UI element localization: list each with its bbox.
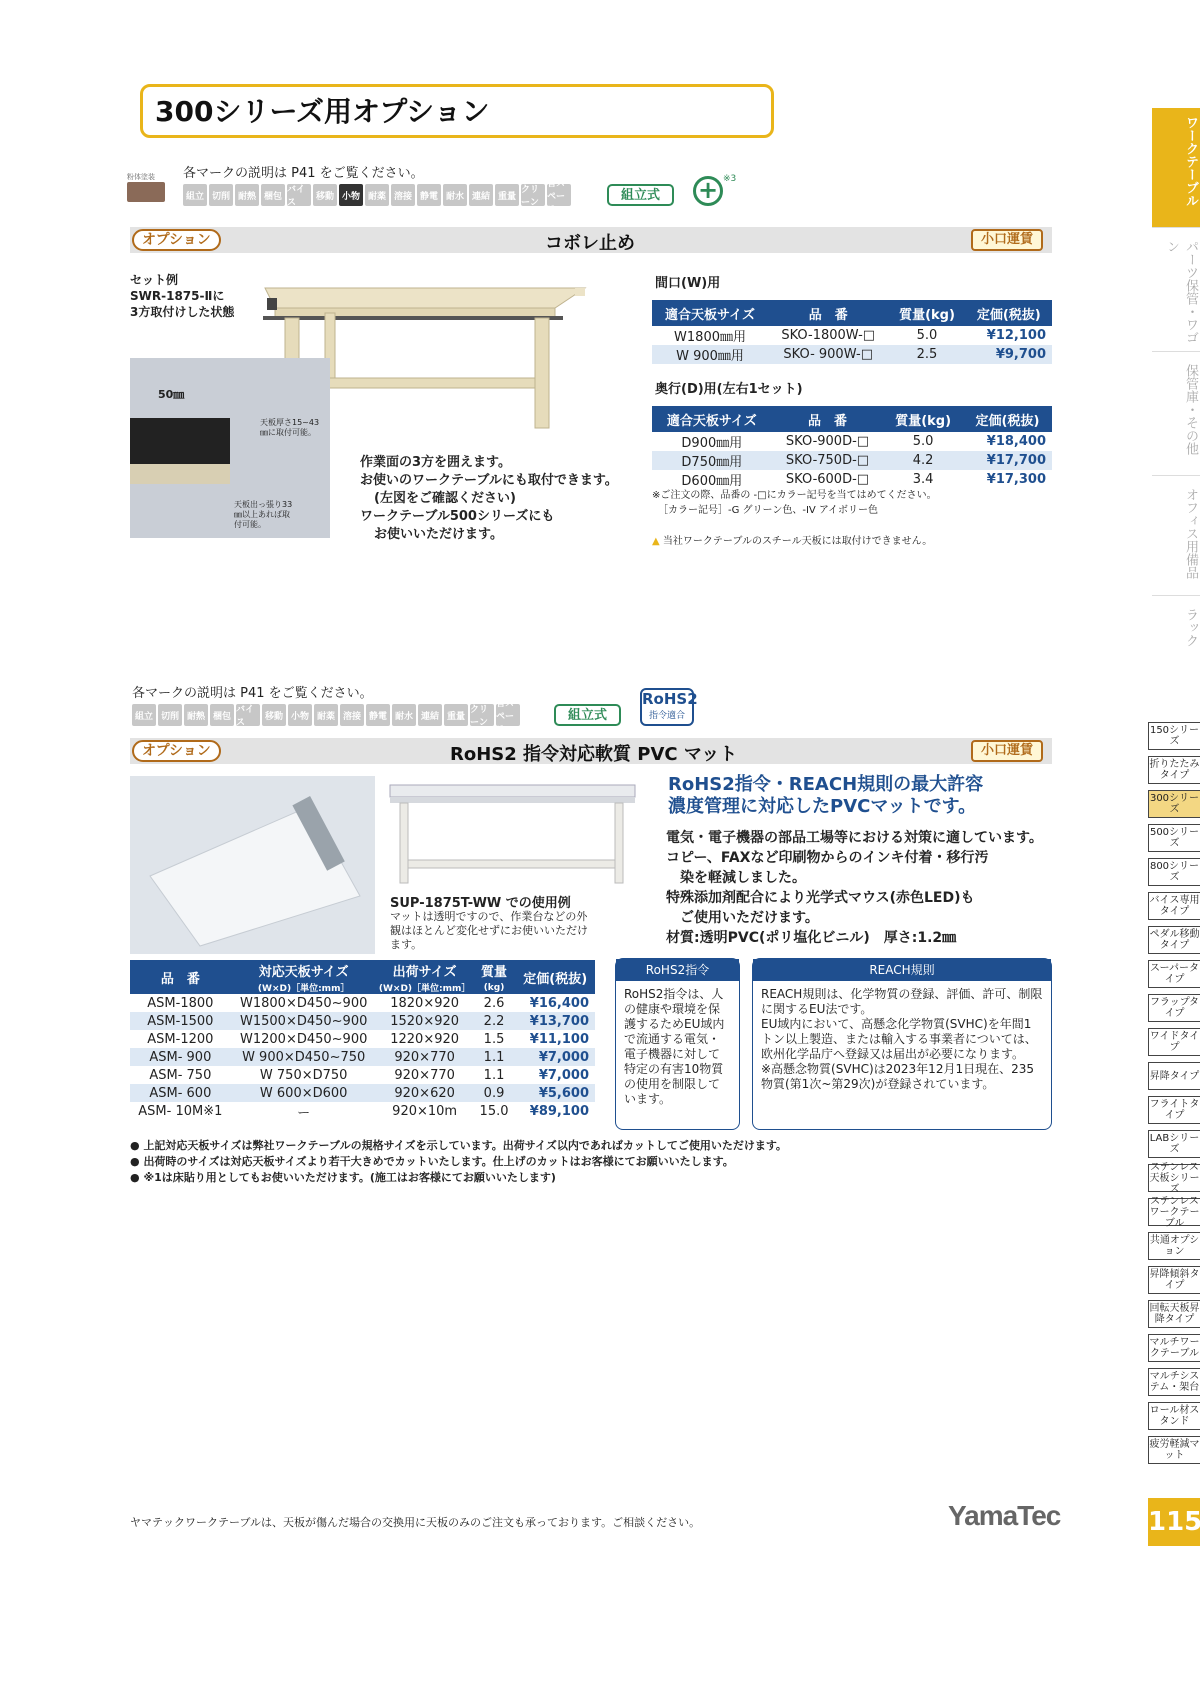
side-tab-office[interactable]: オフィス用備品 [1152, 480, 1200, 596]
section-title-2: RoHS2 指令対応軟質 PVC マット [450, 744, 738, 765]
table-cell: W 600×D600 [231, 1084, 377, 1102]
feature-mark: バイス [236, 704, 260, 726]
mini-tab[interactable]: 150シリーズ [1148, 722, 1200, 750]
sec1-bullet: お使いいただけます。 [374, 527, 503, 542]
d-heading: 奥行(D)用(左右1セット) [655, 382, 803, 397]
table-row [130, 1048, 595, 1066]
mini-tabs [1148, 722, 1200, 1464]
feature-mark: 小物 [288, 704, 312, 726]
col-size: 適合天板サイズ [652, 406, 772, 432]
table-cell: ASM- 600 [130, 1084, 231, 1102]
table-cell: 1520×920 [377, 1012, 473, 1030]
table-cell: ¥9,700 [966, 345, 1052, 364]
mini-tab[interactable]: ステンレス天板シリーズ [1149, 1161, 1200, 1195]
col-mass: 質量 [473, 960, 516, 981]
feature-mark: バイス [287, 184, 311, 206]
marks-row-1 [183, 178, 571, 215]
footnotes [130, 1138, 1052, 1186]
set-model: SWR-1875-Ⅱに [130, 289, 225, 303]
table-cell: ¥12,100 [986, 328, 1046, 343]
col-ship-size-unit: (W×D)［単位:mm］ [377, 981, 473, 994]
table-cell: W 750×D750 [259, 1067, 348, 1083]
rohs-info-box [615, 958, 740, 1130]
feature-mark: 溶接 [340, 704, 364, 726]
mini-tab[interactable]: 回転天板昇降タイプ [1148, 1300, 1200, 1328]
reach-info-text-3: ※高懸念物質(SVHC)は2023年12月1日現在、235物質(第1次~第29次)が登録されています。 [761, 1062, 1034, 1091]
sec2-bullets [666, 828, 1052, 948]
feature-mark: 静電 [366, 704, 390, 726]
mini-tab[interactable]: バイス専用タイプ [1148, 892, 1200, 920]
feature-mark: 耐薬 [365, 184, 389, 206]
mini-tab[interactable]: 800シリーズ [1148, 858, 1200, 886]
brand-logo: YamaTec [948, 1500, 1061, 1531]
feature-mark: クリーン [521, 184, 545, 206]
feature-mark: 連結 [469, 184, 493, 206]
detail-photo [130, 358, 330, 538]
table-cell: 1.1 [483, 1067, 505, 1083]
reach-info-text-1: REACH規則は、化学物質の登録、評価、許可、制限に関するEU法です。 [761, 987, 1043, 1016]
footnote: ● ※1は床貼り用としてもお使いいただけます。(施工はお客様にてお願いいたします) [130, 1171, 556, 1184]
feature-mark: 梱包 [261, 184, 285, 206]
mat-roll-illustration [130, 776, 375, 954]
table-cell: 920×10m [392, 1104, 458, 1119]
table-cell: ¥18,400 [986, 434, 1046, 449]
side-tab-parts[interactable]: パーツ保管・ワゴン [1152, 232, 1200, 352]
table-cell: SKO-900D-□ [785, 434, 870, 449]
option-label-2: オプション [132, 740, 221, 762]
table-cell: SKO-750D-□ [772, 451, 884, 470]
warning-text: 当社ワークテーブルのスチール天板には取付けできません。 [662, 536, 933, 547]
rohs-info-title: RoHS2指令 [616, 959, 739, 981]
color-note: ［カラー記号］-G グリーン色、-IV アイボリー色 [658, 505, 879, 516]
usage-table-illustration [385, 780, 640, 888]
table-cell: ASM-1200 [147, 1031, 214, 1047]
w-table [652, 300, 1052, 364]
table-cell: ¥7,000 [538, 1067, 589, 1083]
order-note: ※ご注文の際、品番の -□にカラー記号を当てはめてください。 [652, 490, 937, 501]
sec1-bullet: (左図をご確認ください) [374, 491, 516, 506]
feature-mark: 耐水 [392, 704, 416, 726]
feature-mark: 切削 [158, 704, 182, 726]
table-row [130, 1084, 595, 1102]
table-row [652, 451, 1052, 470]
feature-mark: 耐熱 [235, 184, 259, 206]
footnote: ● 上記対応天板サイズは弊社ワークテーブルの規格サイズを示しています。出荷サイズ以内であればカットしてご使用いただけます。 [130, 1139, 787, 1152]
warning-note [652, 532, 932, 547]
sec2-bullet: 特殊添加剤配合により光学式マウス(赤色LED)も [666, 890, 975, 906]
set-example-label: セット例 [130, 273, 179, 287]
table-row [652, 432, 1052, 451]
assembly-badge-2: 組立式 [554, 704, 621, 726]
table-cell: ¥17,700 [963, 451, 1052, 470]
headline-1: RoHS2指令・REACH規則の最大許容 [668, 774, 984, 795]
mini-tab[interactable]: 折りたたみタイプ [1148, 756, 1200, 784]
feature-mark: 組立 [132, 704, 156, 726]
small-ship-2: 小口運賃 [971, 740, 1043, 762]
side-tab-rack[interactable]: ラック [1183, 608, 1198, 647]
table-cell: ¥13,700 [515, 1012, 595, 1030]
table-cell: ASM-1500 [130, 1012, 231, 1030]
table-cell: 920×770 [377, 1048, 473, 1066]
mini-tab[interactable]: 300シリーズ [1148, 790, 1200, 818]
feature-mark: 溶接 [391, 184, 415, 206]
side-tab-storage[interactable]: 保管庫・その他 [1152, 356, 1200, 476]
col-part: 品 番 [772, 406, 884, 432]
mini-tab[interactable]: フライトタイプ [1148, 1096, 1200, 1124]
feature-mark: 耐水 [443, 184, 467, 206]
reach-info-body [753, 981, 1051, 1098]
feature-mark: 耐熱 [184, 704, 208, 726]
sec2-bullet: 染を軽減しました。 [680, 870, 806, 886]
feature-mark: クリーン [470, 704, 494, 726]
mini-tab[interactable]: 疲労軽減マット [1148, 1436, 1200, 1464]
feature-mark: 耐薬 [314, 704, 338, 726]
sec2-bullet: コピー、FAXなど印刷物からのインキ付着・移行汚 [666, 850, 989, 866]
w-heading: 間口(W)用 [655, 276, 721, 291]
rohs-badge [640, 688, 698, 726]
table-cell: ¥7,000 [515, 1048, 595, 1066]
table-row [652, 345, 1052, 364]
sec2-bullet: 電気・電子機器の部品工場等における対策に適しています。 [666, 830, 1043, 846]
col-price: 定価(税抜) [966, 300, 1052, 326]
table-cell: ASM- 900 [130, 1048, 231, 1066]
feature-mark: 重量 [495, 184, 519, 206]
col-top-size-unit: (W×D)［単位:mm］ [231, 981, 377, 994]
feature-mark: 重量 [444, 704, 468, 726]
mat-photo [130, 776, 375, 954]
table-row [130, 1012, 595, 1030]
usage-title: SUP-1875T-WW での使用例 [390, 896, 571, 911]
mini-tab[interactable]: ロール材スタンド [1148, 1402, 1200, 1430]
mat-table [130, 960, 595, 1121]
table-cell: 3.4 [912, 472, 934, 487]
side-tab-worktable[interactable]: ワークテーブル [1152, 108, 1200, 228]
mini-tab[interactable]: 500シリーズ [1148, 824, 1200, 852]
footer-note: ヤマテックワークテーブルは、天板が傷んだ場合の交換用に天板のみのご注文も承っております。ご相談ください。 [130, 1516, 701, 1529]
thickness-note: 天板厚さ15~43㎜に取付可能。 [260, 418, 320, 437]
table-cell: SKO-600D-□ [785, 472, 870, 487]
table-cell: 2.5 [888, 345, 965, 364]
feature-mark: 小物 [339, 184, 363, 206]
mini-tab[interactable]: 共通オプション [1148, 1232, 1200, 1260]
mini-tab[interactable]: フラップタイプ [1148, 994, 1200, 1022]
col-part: 品 番 [130, 960, 231, 994]
table-cell: W1800㎜用 [674, 330, 746, 345]
mini-tab[interactable]: スーパータイプ [1148, 960, 1200, 988]
table-cell: 0.9 [473, 1084, 516, 1102]
table-cell: W 900×D450~750 [231, 1048, 377, 1066]
assembly-badge: 組立式 [607, 184, 674, 206]
table-cell: 5.0 [912, 434, 934, 449]
table-cell: D750㎜用 [652, 451, 772, 470]
rohs-badge-text: RoHS2 [642, 690, 698, 708]
table-cell: 920×620 [377, 1084, 473, 1102]
col-top-size: 対応天板サイズ [231, 960, 377, 981]
mark-note-2: 各マークの説明は P41 をご覧ください。 [132, 686, 373, 701]
table-cell: SKO-1800W-□ [781, 328, 876, 343]
mini-tab[interactable]: マルチシステム・架台 [1148, 1368, 1200, 1396]
table-cell: W1500×D450~900 [231, 1012, 377, 1030]
page-number: 115 [1148, 1498, 1200, 1546]
overhang-note: 天板出っ張り33㎜以上あれば取付可能。 [234, 500, 293, 529]
marks-row-2 [132, 698, 520, 735]
reach-info-text-2: EU域内において、高懸念化学物質(SVHC)を年間1トン以上製造、または輸入する事業者については、欧州化学品庁へ登録又は届出が必要になります。 [761, 1017, 1037, 1061]
feature-mark: 移動 [262, 704, 286, 726]
footnote: ● 出荷時のサイズは対応天板サイズより若干大きめでカットいたします。仕上げのカットはお客様にてお願いいたします。 [130, 1155, 734, 1168]
col-mass-unit: (kg) [473, 981, 516, 994]
feature-mark: 省スペース [496, 704, 520, 726]
section-title-1: コボレ止め [545, 233, 635, 254]
table-cell: W1200×D450~900 [240, 1031, 368, 1047]
rohs-badge-sub: 指令適合 [648, 711, 685, 721]
feature-mark: 静電 [417, 184, 441, 206]
sec2-bullet: 材質:透明PVC(ポリ塩化ビニル) 厚さ:1.2㎜ [666, 930, 957, 946]
mini-tab[interactable]: ペダル移動タイプ [1148, 926, 1200, 954]
sec1-bullet: ワークテーブル500シリーズにも [360, 509, 555, 524]
col-part: 品 番 [768, 300, 888, 326]
table-row [130, 1102, 595, 1121]
table-row [130, 1030, 595, 1048]
sec1-bullets [360, 454, 618, 544]
table-cell: ¥11,100 [529, 1031, 589, 1047]
rohs-info-text: RoHS2指令は、人の健康や環境を保護するためEU域内で流通する電気・電子機器に対して特定の有害10物質の使用を制限しています。 [624, 987, 725, 1106]
col-price: 定価(税抜) [515, 960, 595, 994]
table-cell: ¥5,600 [515, 1084, 595, 1102]
table-cell: 5.0 [916, 328, 938, 343]
table-cell: 2.2 [473, 1012, 516, 1030]
table-cell: W 900㎜用 [652, 345, 768, 364]
table-row [652, 470, 1052, 489]
table-cell: ¥17,300 [986, 472, 1046, 487]
reach-info-box [752, 958, 1052, 1130]
table-row [130, 994, 595, 1012]
plus-icon: + [693, 176, 723, 206]
table-cell: 1.1 [473, 1048, 516, 1066]
feature-mark: 切削 [209, 184, 233, 206]
table-cell: 1220×920 [390, 1031, 460, 1047]
feature-mark: 省スペース [547, 184, 571, 206]
page-title: 300シリーズ用オプション [140, 84, 774, 138]
col-price: 定価(税抜) [963, 406, 1052, 432]
sec2-bullet: ご使用いただけます。 [680, 910, 819, 926]
table-cell: 15.0 [479, 1104, 509, 1119]
reach-info-title: REACH規則 [753, 959, 1051, 981]
sec1-bullet: 作業面の3方を囲えます。 [360, 455, 512, 470]
table-cell: ¥16,400 [529, 995, 589, 1011]
table-cell: 920×770 [394, 1067, 455, 1083]
feature-mark: 連結 [418, 704, 442, 726]
option-label-1: オプション [132, 229, 221, 251]
powder-coat-label: 粉体塗装 [127, 173, 155, 181]
col-mass: 質量(kg) [883, 406, 963, 432]
mini-tab[interactable]: LABシリーズ [1148, 1130, 1200, 1158]
mini-tab[interactable]: 昇降傾斜タイプ [1148, 1266, 1200, 1294]
feature-mark: 梱包 [210, 704, 234, 726]
order-notes [652, 488, 937, 518]
feature-mark: 移動 [313, 184, 337, 206]
table-cell: ¥89,100 [529, 1104, 589, 1119]
table-cell: SKO- 900W-□ [768, 345, 888, 364]
table-cell: D900㎜用 [681, 436, 743, 451]
mini-tab[interactable]: ステンレスワークテーブル [1149, 1195, 1200, 1229]
mini-tab[interactable]: マルチワークテーブル [1148, 1334, 1200, 1362]
col-mass: 質量(kg) [888, 300, 965, 326]
small-ship-1: 小口運賃 [971, 229, 1043, 251]
d-table [652, 406, 1052, 489]
set-desc: 3方取付けした状態 [130, 305, 235, 319]
table-cell: ー [297, 1106, 311, 1121]
table-cell: W1800×D450~900 [240, 995, 368, 1011]
feature-mark: 組立 [183, 184, 207, 206]
table-cell: ASM- 10M※1 [138, 1104, 223, 1119]
table-row [130, 1066, 595, 1084]
warning-icon: ▲ [652, 536, 660, 547]
table-cell: ASM-1800 [147, 995, 214, 1011]
dim-50: 50㎜ [158, 388, 185, 401]
table-cell: 4.2 [883, 451, 963, 470]
headline-2: 濃度管理に対応したPVCマットです。 [668, 796, 977, 817]
powder-coat-mark [127, 172, 167, 206]
table-cell: D600㎜用 [681, 474, 743, 489]
table-row [652, 326, 1052, 345]
headline [668, 774, 983, 818]
sec1-bullet: お使いのワークテーブルにも取付できます。 [360, 473, 618, 488]
usage-note: マットは透明ですので、作業台などの外観はほとんど変化せずにお使いいただけます。 [390, 910, 588, 951]
plus-note: ※3 [723, 174, 737, 184]
table-cell: ASM- 750 [149, 1067, 212, 1083]
table-cell: 1820×920 [390, 995, 460, 1011]
col-size: 適合天板サイズ [652, 300, 768, 326]
table-cell: 2.6 [483, 995, 505, 1011]
mark-note: 各マークの説明は P41 をご覧ください。 [183, 166, 424, 181]
mini-tab[interactable]: ワイドタイプ [1148, 1028, 1200, 1056]
col-ship-size: 出荷サイズ [377, 960, 473, 981]
table-cell: 1.5 [483, 1031, 505, 1047]
set-example [130, 272, 234, 320]
mini-tab[interactable]: 昇降タイプ [1148, 1062, 1200, 1090]
